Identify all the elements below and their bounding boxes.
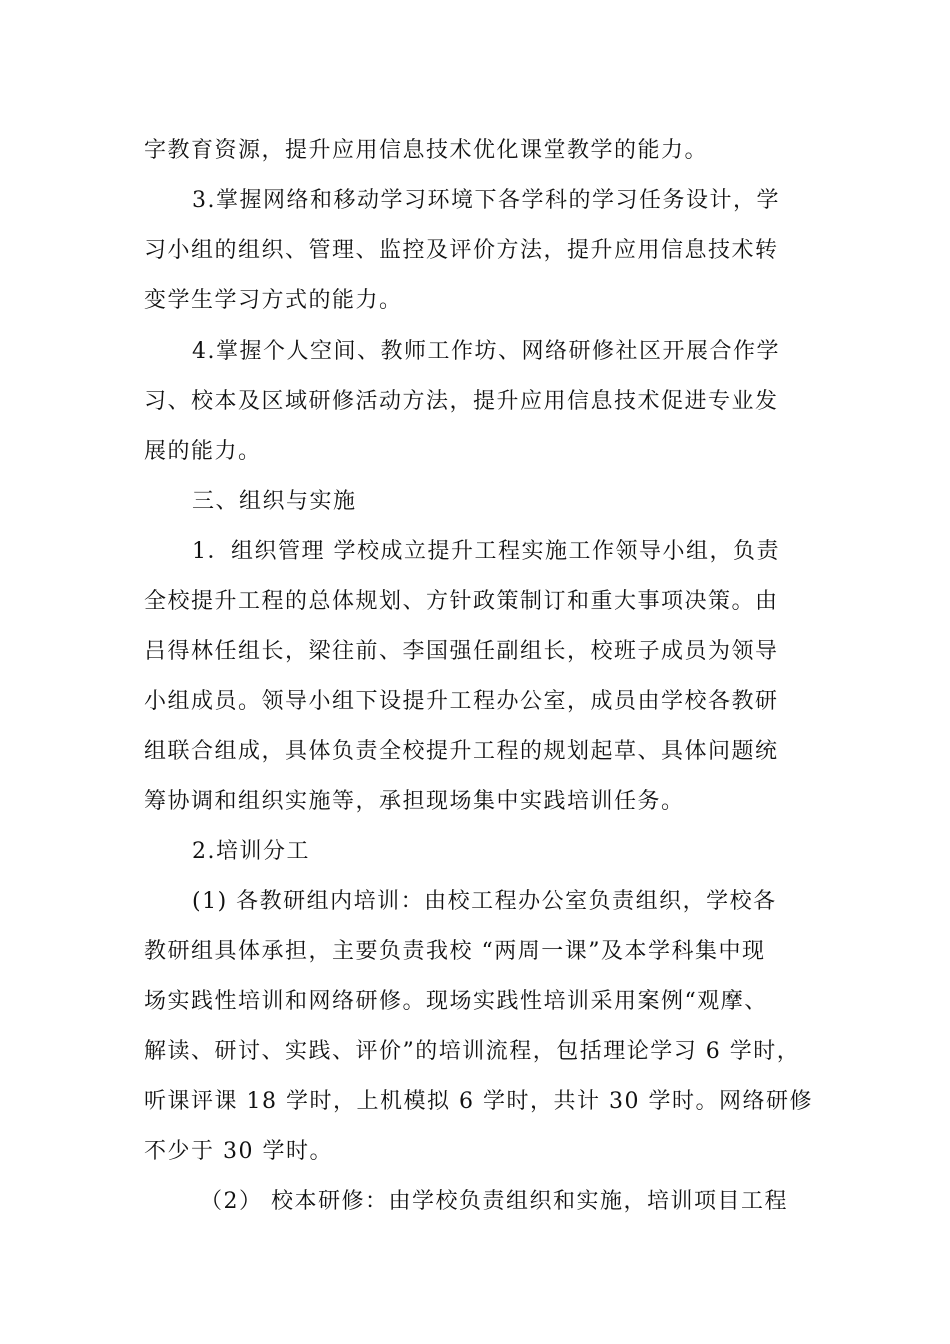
text-line: （2） 校本研修：由学校负责组织和实施，培训项目工程	[200, 1189, 788, 1214]
text-line: (1) 各教研组内培训：由校工程办公室负责组织，学校各	[192, 889, 777, 914]
text-line: 吕得林任组长，梁往前、李国强任副组长，校班子成员为领导	[144, 639, 779, 664]
text-line: 全校提升工程的总体规划、方针政策制订和重大事项决策。由	[144, 589, 779, 614]
text-line: 展的能力。	[144, 439, 262, 464]
text-line: 组联合组成，具体负责全校提升工程的规划起草、具体问题统	[144, 739, 779, 764]
text-line: 场实践性培训和网络研修。现场实践性培训采用案例“观摩、	[144, 989, 768, 1014]
text-line: 变学生学习方式的能力。	[144, 288, 403, 313]
text-line: 听课评课 18 学时，上机模拟 6 学时，共计 30 学时。网络研修	[144, 1089, 813, 1114]
text-line: 1．组织管理 学校成立提升工程实施工作领导小组，负责	[192, 539, 780, 564]
text-line: 习、校本及区域研修活动方法，提升应用信息技术促进专业发	[144, 389, 779, 414]
text-line: 字教育资源，提升应用信息技术优化课堂教学的能力。	[144, 138, 709, 163]
text-line: 习小组的组织、管理、监控及评价方法，提升应用信息技术转	[144, 238, 779, 263]
text-line: 解读、研讨、实践、评价”的培训流程，包括理论学习 6 学时，	[144, 1039, 801, 1064]
text-line: 4.掌握个人空间、教师工作坊、网络研修社区开展合作学	[192, 339, 780, 364]
text-line: 教研组具体承担，主要负责我校 “两周一课”及本学科集中现	[144, 939, 766, 964]
text-line: 小组成员。领导小组下设提升工程办公室，成员由学校各教研	[144, 689, 779, 714]
text-line: 不少于 30 学时。	[144, 1139, 333, 1164]
text-line: 3.掌握网络和移动学习环境下各学科的学习任务设计，学	[192, 188, 780, 213]
text-line: 筹协调和组织实施等，承担现场集中实践培训任务。	[144, 789, 685, 814]
section-heading: 三、组织与实施	[192, 489, 357, 514]
subsection-heading: 2.培训分工	[192, 839, 310, 864]
